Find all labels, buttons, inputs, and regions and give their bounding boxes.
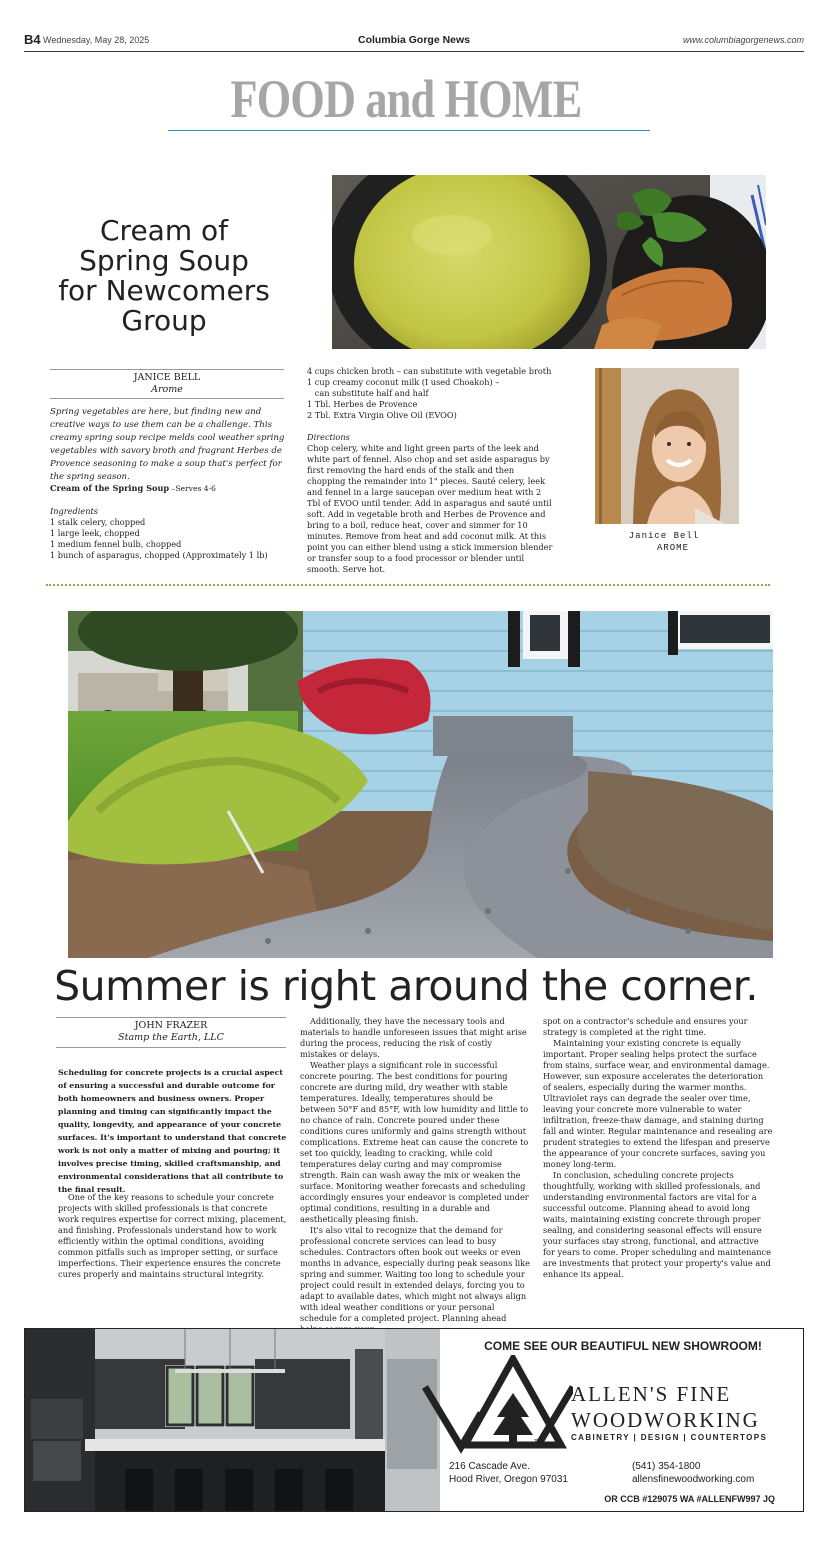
brand-logo — [413, 1355, 573, 1455]
headline-line: Group — [121, 304, 207, 337]
author-photo — [595, 368, 739, 524]
section-title: FOOD and HOME — [230, 69, 582, 129]
concrete-lead: Scheduling for concrete projects is a crucial aspect of ensuring a successful and durable outcome for both homeowners and business owners. Proper planning and timing can significantly impact the quality, longevity, and appearance of your concrete surfaces. It's important to understand that concrete work is not only a matter of mixing and pouring; it involves precise timing, skilled craftsmanship, and environmental considerations that all contribute to the final result. — [58, 1068, 287, 1194]
ingredient-item: 1 medium fennel bulb, chopped — [50, 539, 182, 549]
concrete-col3 — [543, 1016, 773, 1280]
concrete-byline — [56, 1020, 286, 1044]
address-line: 216 Cascade Ave. — [449, 1461, 530, 1472]
author-name: JOHN FRAZER — [134, 1020, 208, 1031]
phone-link[interactable]: (541) 354-1800 — [632, 1461, 701, 1472]
paragraph: spot on a contractor's schedule and ensures your strategy is completed at the right time. — [543, 1016, 748, 1037]
directions — [307, 432, 553, 575]
headline-line: Spring Soup — [79, 244, 249, 277]
walkway-photo — [68, 611, 773, 958]
headline-line: for Newcomers — [58, 274, 270, 307]
ingredients-col2 — [307, 366, 553, 421]
paragraph: Weather plays a significant role in successful concrete pouring. The best conditions for pouring concrete are during mild, dry weather with stable temperatures. Ideally, temperatures should be between 50°F and 85°F, with low humidity and little to no chance of rain. Concrete poured under these conditions cures uniformly and gains strength without complications. Extreme heat can cause the concrete to set too quickly, leading to cracking, while cold temperatures delay curing and may compromise strength. Rain can wash away the mix or weaken the surface. Monitoring weather forecasts and scheduling accordingly ensures your endeavor is completed under optimal conditions, resulting in a durable and aesthetically pleasing finish. — [300, 1060, 529, 1224]
paragraph: It's also vital to recognize that the demand for professional concrete services can lead to busy schedules. Contractors often book out weeks or even months in advance, especially during peak seasons like spring and summer. Waiting too long to schedule your project could result in extended delays, forcing you to adapt to available dates, which might not always align with ideal weather conditions or your personal schedule for a completed project. Planning ahead — [300, 1225, 530, 1323]
paragraph: Additionally, they have the necessary tools and materials to handle unforeseen issues that might arise during the process, reducing the risk of costly mistakes or delays. — [300, 1016, 527, 1059]
brand-tagline: CABINETRY | DESIGN | COUNTERTOPS — [571, 1433, 768, 1442]
ingredients-label: Ingredients — [50, 506, 98, 516]
author-org: Arome — [151, 384, 183, 395]
brand-line: WOODWORKING — [571, 1408, 760, 1432]
ingredient-item: 1 bunch of asparagus, chopped (Approximately 1 lb) — [50, 550, 268, 560]
ingredient-item: 1 cup creamy coconut milk (I used Choakoh) – — [307, 377, 500, 387]
author-org: Stamp the Earth, LLC — [118, 1032, 224, 1043]
brand-line: ALLEN'S FINE — [571, 1382, 732, 1406]
ad-headline: COME SEE OUR BEAUTIFUL NEW SHOWROOM! — [484, 1339, 762, 1353]
ingredients-col1 — [50, 506, 286, 561]
ad-address — [449, 1460, 619, 1486]
ingredient-item: 4 cups chicken broth – can substitute with vegetable broth — [307, 366, 552, 376]
caption-name: Janice Bell — [628, 531, 700, 541]
ingredient-item: 1 stalk celery, chopped — [50, 517, 146, 527]
header-rule — [24, 51, 804, 52]
photo-caption — [600, 530, 728, 554]
ingredient-item: can substitute half and half — [307, 388, 429, 398]
address-line: Hood River, Oregon 97031 — [449, 1474, 568, 1485]
page-number: B4 — [24, 32, 41, 47]
paper-url: www.columbiagorgenews.com — [682, 35, 804, 45]
paper-name: Columbia Gorge News — [357, 34, 471, 46]
kitchen-photo — [25, 1329, 440, 1511]
recipe-title-line — [50, 483, 286, 494]
recipe-title: Cream of the Spring Soup — [50, 483, 170, 493]
paragraph: One of the key reasons to schedule your concrete projects with skilled professionals is that concrete work requires expertise for correct mixing, placement, and finishing. Professionals understand how to work efficiently within the optimal conditions, avoiding common pitfalls such as improper setting, or surface imperfections. Their experience ensures the concrete cures properly and maintains structural integrity. — [58, 1192, 287, 1279]
recipe-headline — [44, 216, 284, 336]
recipe-byline — [50, 372, 284, 396]
author-name: JANICE BELL — [133, 372, 201, 383]
masthead — [24, 32, 804, 48]
issue-date: Wednesday, May 28, 2025 — [43, 35, 150, 45]
paragraph: In conclusion, scheduling concrete projects thoughtfully, working with skilled professionals, and understanding environmental factors are vital for a successful outcome. Planning ahead to avoid long waits, maintaining existing concrete through proper sealing, and considering seasonal effects will ensure your surfaces stay strong, functional, and attractive for years to come. Proper scheduling and maintenance are investments that protect your property's value and enhance its appeal. — [543, 1170, 771, 1279]
byline-rule — [50, 398, 284, 399]
section-divider — [46, 584, 770, 586]
trademark: TM — [534, 1440, 543, 1446]
byline-rule — [50, 369, 284, 370]
paragraph: Maintaining your existing concrete is equally important. Proper sealing helps protect the surface from stains, surface wear, and environmental damage. However, sun exposure accelerates the deterioration of sealers, especially during the warmer months. Ultraviolet rays can degrade the sealer over time, leaving your concrete more vulnerable to water infiltration, freeze-thaw damage, and staining during fall and winter. Regular maintenance and resealing are prudent strategies to extend the lifespan and preserve the appearance of your concrete surfaces, saving you money long-term. — [543, 1038, 773, 1169]
soup-photo — [332, 175, 766, 349]
ingredient-item: 1 Tbl. Herbes de Provence — [307, 399, 418, 409]
ingredient-item: 1 large leek, chopped — [50, 528, 140, 538]
website-link[interactable]: allensfinewoodworking.com — [632, 1474, 755, 1485]
concrete-col2 — [300, 1016, 530, 1335]
license-numbers: OR CCB #129075 WA #ALLENFW997 JQ — [604, 1494, 775, 1504]
directions-label: Directions — [307, 432, 350, 442]
byline-rule — [56, 1047, 286, 1048]
ad-contact — [632, 1460, 802, 1486]
ingredient-item: 2 Tbl. Extra Virgin Olive Oil (EVOO) — [307, 410, 457, 420]
section-rule — [168, 130, 650, 131]
brand-name — [571, 1381, 781, 1433]
recipe-serves: –Serves 4-6 — [169, 484, 217, 493]
directions-text: Chop celery, white and light green parts of the leek and white part of fennel. Also chop and set aside asparagus by first removing the hard ends of the stalk and then chopping the remainder into 1" pieces. Sauté celery, leek and fennel in a large saucepan over medium heat with 2 Tbl of EVOO until tender. Add in asparagus and sauté until soft. Add in vegetable broth and Herbes de Provence and bring to a boil, reduce heat, cover and simmer for 10 minutes. Remove from heat and add coconut milk. At this point you can either blend using a stick immersion blender or transfer soup to a food processor or blender until smooth. Serve hot. — [307, 443, 553, 574]
advertisement[interactable] — [24, 1328, 804, 1512]
recipe-intro: Spring vegetables are here, but finding new and creative ways to use them can be a challenge. This creamy spring soup recipe melds cool weather spring vegetables with savory broth and fragrant Herbes de Provence seasoning to make a soup that's perfect for the spring season. — [50, 407, 285, 482]
concrete-headline: Summer is right around the corner. — [54, 962, 758, 1010]
headline-line: Cream of — [100, 214, 228, 247]
byline-rule — [56, 1017, 286, 1018]
caption-org: AROME — [656, 543, 689, 553]
concrete-col1 — [58, 1192, 288, 1280]
